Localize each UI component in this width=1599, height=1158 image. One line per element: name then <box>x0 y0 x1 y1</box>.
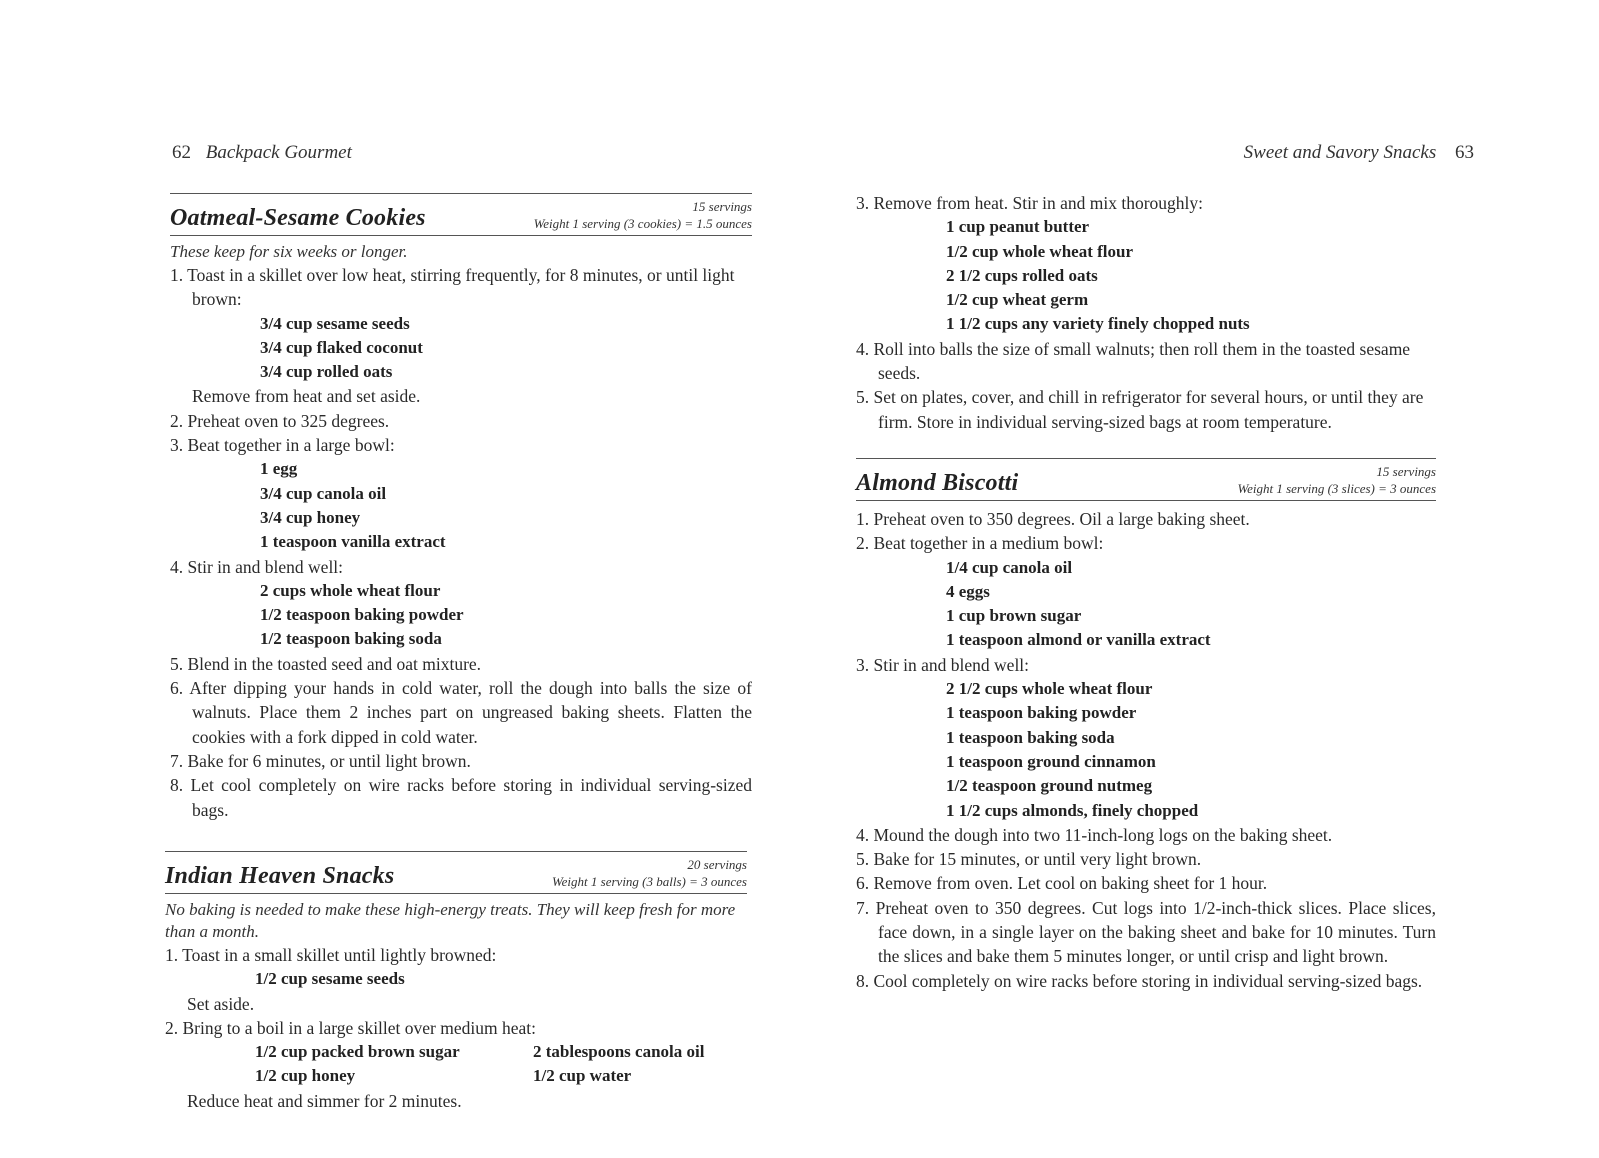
recipe-almond-biscotti <box>856 458 1436 993</box>
ingredient: 1/2 teaspoon baking powder <box>260 605 464 625</box>
ingredient: 1/2 cup sesame seeds <box>255 969 405 989</box>
recipe-meta <box>1237 463 1436 497</box>
step: 1. Preheat oven to 350 degrees. Oil a large baking sheet. <box>856 509 1250 529</box>
ingredient: 1/2 cup whole wheat flour <box>946 241 1133 261</box>
recipe-meta <box>552 856 747 890</box>
step: 2. Preheat oven to 325 degrees. <box>170 410 390 431</box>
recipe-indian-heaven-snacks-continued <box>856 191 1436 434</box>
ingredient: 2 1/2 cups rolled oats <box>946 265 1098 285</box>
ingredient: 3/4 cup canola oil <box>260 483 387 503</box>
servings: 15 servings <box>1376 464 1436 479</box>
recipe-header <box>856 458 1436 501</box>
step: 4. Roll into balls the size of small walnuts; then roll them in the toasted sesame seeds. <box>856 338 1411 384</box>
step-note: Set aside. <box>187 993 255 1014</box>
step: 4. Mound the dough into two 11-inch-long logs on the baking sheet. <box>856 824 1333 845</box>
recipe-intro: No baking is needed to make these high-energy treats. They will keep fresh for more than a month. <box>165 900 736 941</box>
step: 5. Bake for 15 minutes, or until very light brown. <box>856 849 1202 870</box>
ingredient: 3/4 cup sesame seeds <box>260 313 410 333</box>
recipe-indian-heaven-snacks <box>165 851 747 1113</box>
ingredient: 1/2 cup water <box>533 1066 632 1086</box>
ingredient: 1/2 teaspoon baking soda <box>260 629 442 649</box>
recipe-meta <box>534 198 752 232</box>
step: 2. Beat together in a medium bowl: <box>856 533 1104 554</box>
recipe-title: Oatmeal-Sesame Cookies <box>170 205 426 231</box>
ingredient: 1 teaspoon baking powder <box>946 703 1137 723</box>
recipe-oatmeal-sesame-cookies <box>170 193 752 822</box>
step-note: Remove from heat and set aside. <box>192 386 421 407</box>
step: 4. Stir in and blend well: <box>170 556 344 577</box>
step: 8. Let cool completely on wire racks before storing in individual serving-sized bags. <box>170 775 752 820</box>
ingredient: 1 teaspoon ground cinnamon <box>946 751 1156 771</box>
ingredient: 1 1/2 cups almonds, finely chopped <box>946 800 1199 820</box>
ingredient: 1/2 cup packed brown sugar <box>255 1042 460 1062</box>
step: 7. Preheat oven to 350 degrees. Cut logs into 1/2-inch-thick slices. Place slices, face down, in a single layer on the baking sheet and bake for 10 minutes. Turn the slices and bake them 5 minutes longer, or until crisp and light brown. <box>856 897 1436 967</box>
ingredient: 1 teaspoon baking soda <box>946 727 1115 747</box>
ingredient: 4 eggs <box>946 581 990 601</box>
ingredient: 3/4 cup flaked coconut <box>260 337 423 357</box>
right-page-header <box>1244 142 1474 164</box>
ingredient-row <box>165 1040 747 1064</box>
ingredient-row <box>165 1064 747 1088</box>
ingredient: 3/4 cup honey <box>260 507 361 527</box>
ingredient: 1/2 teaspoon ground nutmeg <box>946 776 1153 796</box>
weight: Weight 1 serving (3 slices) = 3 ounces <box>1237 481 1436 496</box>
step: 5. Set on plates, cover, and chill in refrigerator for several hours, or until they are firm. Store in individual serving-sized bags at room temperature. <box>856 387 1424 432</box>
book-title: Backpack Gourmet <box>205 142 352 163</box>
recipe-intro: These keep for six weeks or longer. <box>170 242 408 261</box>
ingredient: 1/2 cup wheat germ <box>946 290 1089 310</box>
servings: 20 servings <box>687 857 747 872</box>
ingredient: 1/4 cup canola oil <box>946 557 1073 577</box>
weight: Weight 1 serving (3 cookies) = 1.5 ounces <box>533 216 752 231</box>
right-page-number: 63 <box>1455 142 1474 163</box>
section-title: Sweet and Savory Snacks <box>1243 142 1437 163</box>
step: 2. Bring to a boil in a large skillet over medium heat: <box>165 1017 536 1038</box>
servings: 15 servings <box>692 199 752 214</box>
step: 8. Cool completely on wire racks before storing in individual serving-sized bags. <box>856 970 1423 991</box>
left-page-header <box>172 142 352 164</box>
ingredient: 1 cup peanut butter <box>946 217 1090 237</box>
ingredient: 2 1/2 cups whole wheat flour <box>946 679 1153 699</box>
step: 1. Toast in a skillet over low heat, stirring frequently, for 8 minutes, or until light brown: <box>170 265 735 310</box>
step-note: Reduce heat and simmer for 2 minutes. <box>187 1090 462 1111</box>
recipe-title: Indian Heaven Snacks <box>165 863 395 889</box>
recipe-title: Almond Biscotti <box>856 470 1019 496</box>
left-page-number: 62 <box>172 142 191 163</box>
recipe-header <box>165 851 747 894</box>
ingredient: 1 cup brown sugar <box>946 606 1082 626</box>
ingredient: 1 teaspoon almond or vanilla extract <box>946 630 1211 650</box>
step: 3. Stir in and blend well: <box>856 654 1030 675</box>
ingredient: 1 egg <box>260 459 298 479</box>
ingredient: 1 teaspoon vanilla extract <box>260 532 446 552</box>
step: 5. Blend in the toasted seed and oat mixture. <box>170 653 482 674</box>
step: 1. Toast in a small skillet until lightly browned: <box>165 945 497 965</box>
ingredient: 2 cups whole wheat flour <box>260 580 441 600</box>
ingredient: 3/4 cup rolled oats <box>260 362 393 382</box>
step: 6. After dipping your hands in cold water, roll the dough into balls the size of walnuts. Place them 2 inches part on ungreased baking sheets. Flatten the cookies with a fork dipped in cold water. <box>170 678 752 747</box>
step: 7. Bake for 6 minutes, or until light brown. <box>170 750 471 771</box>
step: 3. Remove from heat. Stir in and mix thoroughly: <box>856 193 1204 213</box>
recipe-header <box>170 193 752 236</box>
ingredient: 2 tablespoons canola oil <box>533 1042 705 1062</box>
weight: Weight 1 serving (3 balls) = 3 ounces <box>552 874 747 889</box>
step: 3. Beat together in a large bowl: <box>170 435 395 456</box>
ingredient: 1/2 cup honey <box>255 1066 356 1086</box>
ingredient: 1 1/2 cups any variety finely chopped nuts <box>946 314 1250 334</box>
step: 6. Remove from oven. Let cool on baking sheet for 1 hour. <box>856 873 1268 894</box>
